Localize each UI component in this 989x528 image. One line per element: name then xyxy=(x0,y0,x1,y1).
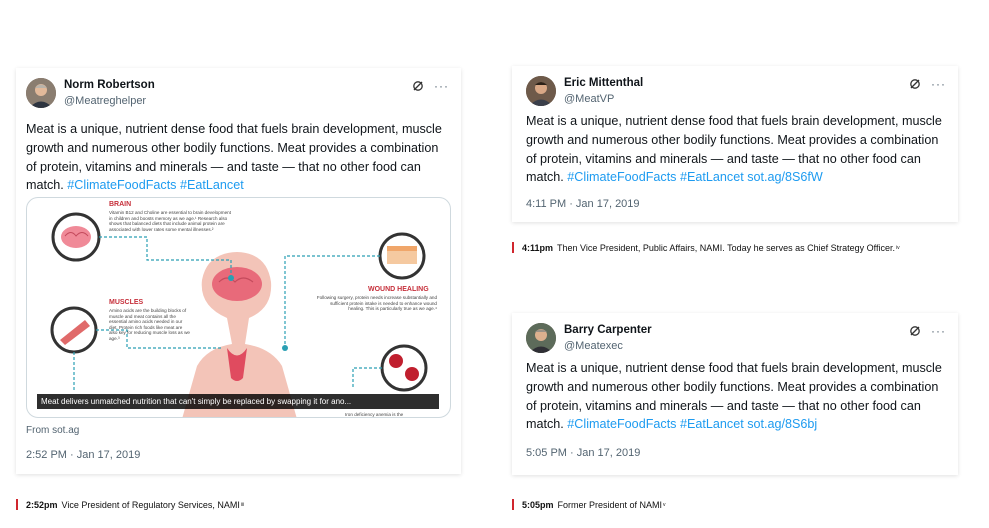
media-caption: Meat delivers unmatched nutrition that can't simply be replaced by swapping it for ano... xyxy=(37,394,439,409)
link-source[interactable]: From sot.ag xyxy=(26,425,80,436)
avatar[interactable] xyxy=(26,78,56,108)
grok-icon[interactable] xyxy=(909,78,921,90)
note-ref: v xyxy=(663,501,666,508)
avatar[interactable] xyxy=(526,323,556,353)
tweet-body: Meat is a unique, nutrient dense food that fuels brain development, muscle growth and numerous other bodily functions. Meat provides a combination of protein, vitamins and minerals — and taste — that no other food can match. xyxy=(26,122,442,193)
brain-title: BRAIN xyxy=(109,201,132,208)
muscles-text: Amino acids are the building blocks of muscle and meat contains all the essential amino acids needed in our diet. Protein rich foods like meat are also key for reducing muscle loss as we age.³ xyxy=(109,308,190,341)
more-options-icon[interactable]: ··· xyxy=(931,77,946,91)
note-time: 5:05pm xyxy=(522,499,554,510)
note-text: Then Vice President, Public Affairs, NAMI. Today he serves as Chief Strategy Officer. xyxy=(557,242,896,253)
user-handle[interactable]: @Meatreghelper xyxy=(64,95,147,107)
anemia-text: Iron deficiency anemia is the xyxy=(345,412,404,417)
tweet-header xyxy=(526,323,948,357)
wound-healing-title: WOUND HEALING xyxy=(368,286,429,293)
grok-icon[interactable] xyxy=(412,80,424,92)
display-name[interactable]: Barry Carpenter xyxy=(564,324,652,336)
tweet-body: Meat is a unique, nutrient dense food that fuels brain development, muscle growth and numerous other bodily functions. Meat provides a combination of protein, vitamins and minerals — and taste — that no other food can match. xyxy=(526,361,942,432)
note-time: 4:11pm xyxy=(522,242,554,253)
user-handle[interactable]: @Meatexec xyxy=(564,340,623,352)
tweet-header xyxy=(526,76,948,110)
note-ref: iv xyxy=(896,244,900,251)
tweet-timestamp[interactable]: 4:11 PM · Jan 17, 2019 xyxy=(526,198,640,210)
tweet-eric-mittenthal[interactable] xyxy=(512,66,958,222)
note-text: Vice President of Regulatory Services, NAMI xyxy=(61,499,240,510)
display-name[interactable]: Eric Mittenthal xyxy=(564,77,644,89)
muscles-title: MUSCLES xyxy=(109,299,144,306)
brain-text: Vitamin B12 and Choline are essential to brain development in children and boosts memory as we age.¹ Research also shows that balanced diets that include animal protein are associated with lower rates some mental illnesses.² xyxy=(109,210,231,232)
accent-bar xyxy=(512,499,514,510)
annotation-note xyxy=(512,499,666,510)
user-handle[interactable]: @MeatVP xyxy=(564,93,615,105)
wound-healing-text: Following surgery, protein needs increase substantially and sufficient protein intake is needed to enhance wound healing. This is particularly true as we age.⁴ xyxy=(316,295,437,312)
avatar[interactable] xyxy=(526,76,556,106)
tweet-barry-carpenter[interactable] xyxy=(512,313,958,475)
header-actions xyxy=(909,78,946,90)
tweet-timestamp[interactable]: 5:05 PM · Jan 17, 2019 xyxy=(526,447,641,459)
grok-icon[interactable] xyxy=(909,325,921,337)
header-actions xyxy=(909,325,946,337)
note-time: 2:52pm xyxy=(26,499,58,510)
tweet-body: Meat is a unique, nutrient dense food that fuels brain development, muscle growth and numerous other bodily functions. Meat provides a combination of protein, vitamins and minerals — and taste — that no other food can match. xyxy=(526,114,942,185)
hashtags[interactable]: #ClimateFoodFacts #EatLancet sot.ag/8S6fW xyxy=(567,170,823,185)
hashtags[interactable]: #ClimateFoodFacts #EatLancet xyxy=(67,178,244,193)
header-actions xyxy=(412,80,449,92)
more-options-icon[interactable]: ··· xyxy=(434,79,449,93)
tweet-timestamp[interactable]: 2:52 PM · Jan 17, 2019 xyxy=(26,449,141,461)
note-text: Former President of NAMI xyxy=(557,499,663,510)
accent-bar xyxy=(16,499,18,510)
hashtags[interactable]: #ClimateFoodFacts #EatLancet sot.ag/8S6bj xyxy=(567,417,818,432)
tweet-header xyxy=(26,78,451,112)
more-options-icon[interactable]: ··· xyxy=(931,324,946,338)
tweet-text xyxy=(26,120,451,195)
note-ref: iii xyxy=(240,501,245,508)
tweet-text xyxy=(526,112,948,187)
tweet-norm-robertson[interactable] xyxy=(16,68,461,474)
tweet-text xyxy=(526,359,948,434)
annotation-note xyxy=(512,242,900,253)
display-name[interactable]: Norm Robertson xyxy=(64,79,155,91)
accent-bar xyxy=(512,242,514,253)
annotation-note xyxy=(16,499,244,510)
infographic-media[interactable] xyxy=(26,197,451,418)
